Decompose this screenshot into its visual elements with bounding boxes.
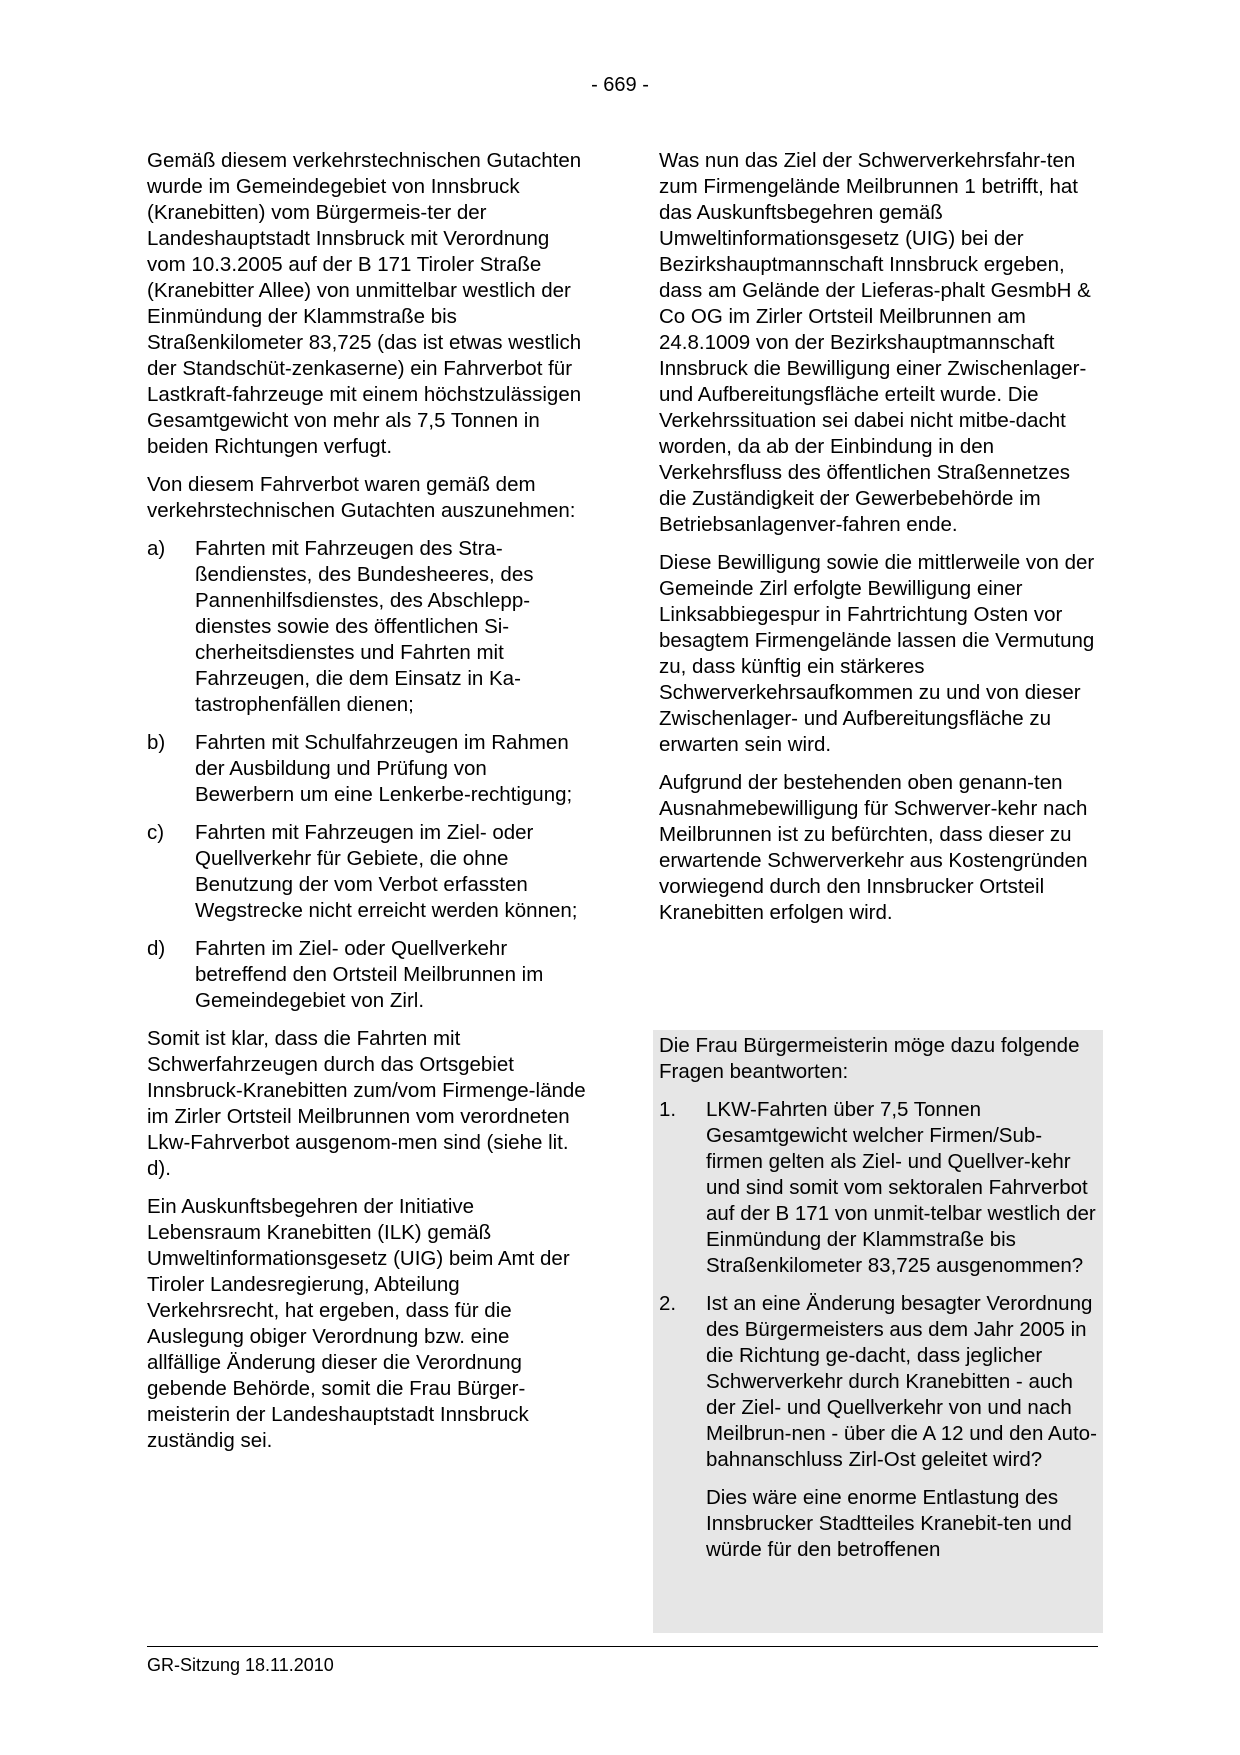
footer-session-label: GR-Sitzung 18.11.2010 [147,1655,334,1675]
left-paragraph-4: Ein Auskunftsbegehren der Initiative Lebensraum Kranebitten (ILK) gemäß Umweltinformationsgesetz (UIG) beim Amt der Tiroler Landesregierung, Abteilung Verkehrsrecht, hat ergeben, dass für die Auslegung obiger Verordnung bzw. eine allfällige Änderung dieser die Verordnung gebende Behörde, somit die Frau Bürger-meisterin der Landeshauptstadt Innsbruck zuständig sei. [147,1195,570,1452]
list-item [147,730,587,808]
list-item-text: Fahrten mit Fahrzeugen des Stra-ßendienstes, des Bundesheeres, des Pannenhilfsdienstes, des Abschlepp-dienstes sowie des öffentlichen Si-cherheitsdienstes und Fahrten mit Fahrzeugen, die dem Einsatz in Ka-tastrophenfällen dienen; [195,537,534,716]
question-number: 1. [659,1098,677,1121]
list-marker: d) [147,937,166,960]
question-number: 2. [659,1292,677,1315]
questions-intro: Die Frau Bürgermeisterin möge dazu folgende Fragen beantworten: [659,1034,1080,1083]
question-followup: Dies wäre eine enorme Entlastung des Innsbrucker Stadtteiles Kranebit-ten und würde für den betroffenen [706,1486,1072,1561]
page-number: - 669 - [591,74,649,96]
question-text: Ist an eine Änderung besagter Verordnung des Bürgermeisters aus dem Jahr 2005 in die Richtung ge-dacht, dass jeglicher Schwerverkehr durch Kranebitten - auch der Ziel- und Quellverkehr von und nach Meilbrun-nen - über die A 12 und den Auto-bahnanschluss Zirl-Ost geleitet wird? [706,1292,1097,1471]
left-column [147,148,587,1466]
right-column [659,148,1099,938]
left-paragraph-1: Gemäß diesem verkehrstechnischen Gutachten wurde im Gemeindegebiet von Innsbruck (Kranebitten) vom Bürgermeis-ter der Landeshauptstadt Innsbruck mit Verordnung vom 10.3.2005 auf der B 171 Tiroler Straße (Kranebitter Allee) von unmittelbar westlich der Einmündung der Klammstraße bis Straßenkilometer 83,725 (das ist etwas westlich der Standschüt-zenkaserne) ein Fahrverbot für Lastkraft-fahrzeuge mit einem höchstzulässigen Gesamtgewicht von mehr als 7,5 Tonnen in beiden Richtungen verfugt. [147,149,582,458]
list-marker: b) [147,731,166,754]
list-item-text: Fahrten im Ziel- oder Quellverkehr betreffend den Ortsteil Meilbrunnen im Gemeindegebiet von Zirl. [195,937,544,1012]
footer-divider [147,1646,1098,1647]
list-marker: c) [147,821,165,844]
list-item [147,936,587,1014]
question-text: LKW-Fahrten über 7,5 Tonnen Gesamtgewicht welcher Firmen/Sub-firmen gelten als Ziel- und Quellver-kehr und sind somit vom sektoralen Fahrverbot auf der B 171 von unmit-telbar westlich der Einmündung der Klammstraße bis Straßenkilometer 83,725 ausgenommen? [706,1098,1096,1277]
questions-section [659,1033,1099,1575]
question-item [659,1097,1099,1279]
left-paragraph-2: Von diesem Fahrverbot waren gemäß dem verkehrstechnischen Gutachten auszunehmen: [147,473,576,522]
list-marker: a) [147,537,166,560]
list-item-text: Fahrten mit Schulfahrzeugen im Rahmen der Ausbildung und Prüfung von Bewerbern um eine Lenkerbe-rechtigung; [195,731,573,806]
list-item [147,536,587,718]
list-item-text: Fahrten mit Fahrzeugen im Ziel- oder Quellverkehr für Gebiete, die ohne Benutzung der vom Verbot erfassten Wegstrecke nicht erreicht werden können; [195,821,578,922]
question-item [659,1291,1099,1473]
right-paragraph-2: Diese Bewilligung sowie die mittlerweile von der Gemeinde Zirl erfolgte Bewilligung einer Linksabbiegespur in Fahrtrichtung Osten vor besagtem Firmengelände lassen die Vermutung zu, dass künftig ein stärkeres Schwerverkehrsaufkommen zu und von dieser Zwischenlager- und Aufbereitungsfläche zu erwarten sein wird. [659,551,1095,756]
right-paragraph-3: Aufgrund der bestehenden oben genann-ten Ausnahmebewilligung für Schwerver-kehr nach Meilbrunnen ist zu befürchten, dass dieser zu erwartende Schwerverkehr aus Kostengründen vorwiegend durch den Innsbrucker Ortsteil Kranebitten erfolgen wird. [659,771,1088,924]
left-paragraph-3: Somit ist klar, dass die Fahrten mit Schwerfahrzeugen durch das Ortsgebiet Innsbruck-Kranebitten zum/vom Firmenge-lände im Zirler Ortsteil Meilbrunnen vom verordneten Lkw-Fahrverbot ausgenom-men sind (siehe lit. d). [147,1027,586,1180]
list-item [147,820,587,924]
right-paragraph-1: Was nun das Ziel der Schwerverkehrsfahr-ten zum Firmengelände Meilbrunnen 1 betrifft, hat das Auskunftsbegehren gemäß Umweltinformationsgesetz (UIG) bei der Bezirkshauptmannschaft Innsbruck ergeben, dass am Gelände der Lieferas-phalt GesmbH & Co OG im Zirler Ortsteil Meilbrunnen am 24.8.1009 von der Bezirkshauptmannschaft Innsbruck die Bewilligung einer Zwischenlager- und Aufbereitungsfläche erteilt wurde. Die Verkehrssituation sei dabei nicht mitbe-dacht worden, da ab der Einbindung in den Verkehrsfluss des öffentlichen Straßennetzes die Zuständigkeit der Gewerbebehörde im Betriebsanlagenver-fahren ende. [659,149,1091,536]
